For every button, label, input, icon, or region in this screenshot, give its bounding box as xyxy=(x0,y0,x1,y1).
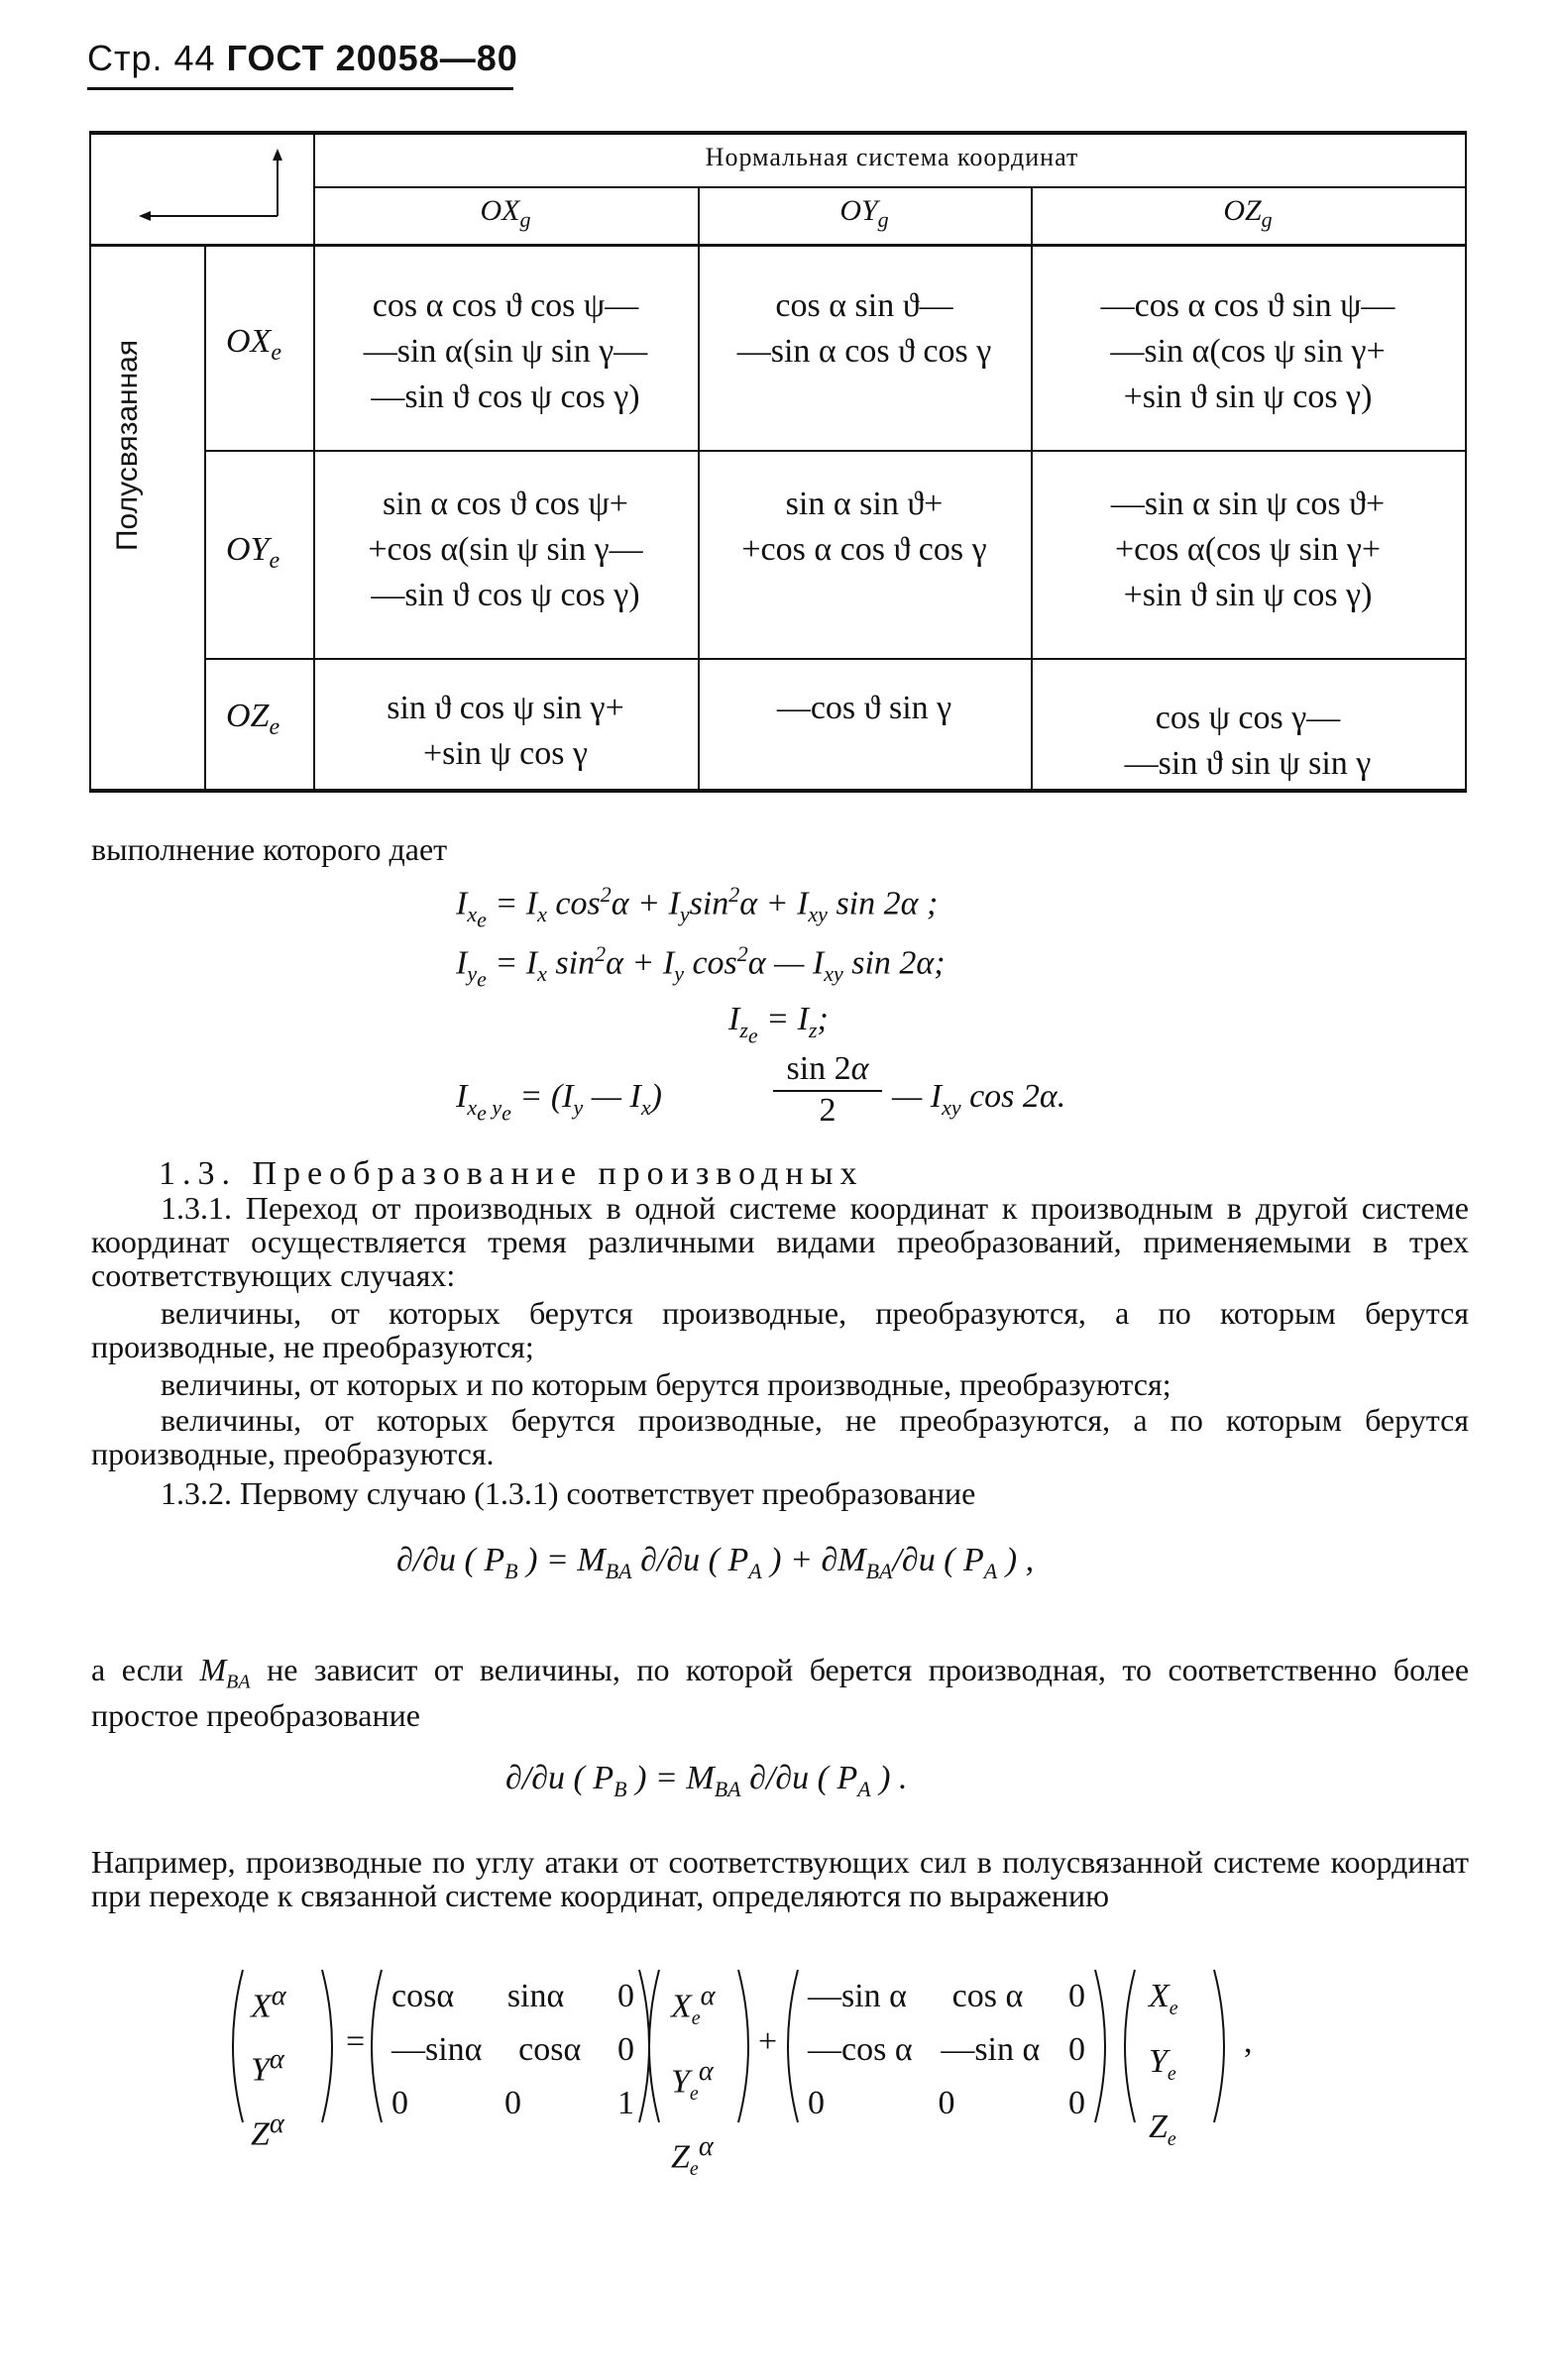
section-title: 1.3. Преобразование производных xyxy=(159,1155,864,1192)
equation-iye: $I_{y_e} = I_x$ $\sin^2\alpha + I_y$ $\cos^2\alpha$ — $I_{xy}$ sin 2α; xyxy=(456,941,946,992)
cell-ze-zg: cos ψ cos γ— —sin ϑ sin ψ sin γ xyxy=(1124,700,1372,782)
standard-title: ГОСТ 20058—80 xyxy=(226,38,518,78)
normal-system-header: Нормальная система координат xyxy=(705,143,1079,171)
cell-ze-yg: —cos ϑ sin γ xyxy=(776,690,952,726)
row-header-oze: $OZ_e$ xyxy=(226,698,280,740)
equation-ixeye: $I_{x_e y_e} = (I_y$ — $I_x$) xyxy=(456,1078,662,1126)
page-header xyxy=(87,38,518,79)
rotation-matrix: cosα sinα 0 —sinα cosα 0 0 0 1 xyxy=(391,1978,634,2121)
row-rule-1 xyxy=(204,450,1465,452)
semi-bound-system-label: Полусвязанная xyxy=(111,339,144,551)
header-rule-2 xyxy=(89,244,1467,247)
table-border-right xyxy=(1465,135,1467,789)
header-rule-1 xyxy=(313,186,1465,188)
fraction-sin2a-over-2: sin 2α 2 xyxy=(773,1050,882,1130)
cell-ye-yg: sin α sin ϑ+ +cos α cos ϑ cos γ xyxy=(741,486,987,568)
matrix-equation: $X^\alpha$ $Y^\alpha$ $Z^\alpha$ = cosα sinα 0 —sinα cosα 0 0 0 1 $X_e^\alpha$ $Y_e^\alpha$ $Z_e^\alpha$ + —sin α cos α 0 —cos α —sin α 0 0 0 0 $X_e$ $Y_e$ $Z_e$ , xyxy=(223,1962,1333,2139)
column-header-oyg: $OY_g$ xyxy=(839,194,889,232)
row-rule-2 xyxy=(204,658,1465,660)
column-header-ozg: $OZ_g$ xyxy=(1223,194,1273,232)
row-header-oxe: $OX_e$ xyxy=(226,323,281,366)
cell-xe-zg: —cos α cos ϑ sin ψ— —sin α(cos ψ sin γ+ +sin ϑ sin ψ cos γ) xyxy=(1100,287,1395,415)
case-1: величины, от которых берутся производные, преобразуются, а по которым берутся производные, не преобразуются; xyxy=(91,1295,1469,1364)
equation-ixe: $I_{x_e} = I_x$ $\cos^2\alpha + I_y\sin^2\alpha + I_{xy}$ sin 2α ; xyxy=(456,882,939,932)
rotation-derivative-matrix: —sin α cos α 0 —cos α —sin α 0 0 0 0 xyxy=(808,1978,1085,2121)
cell-xe-xg: cos α cos ϑ cos ψ— —sin α(sin ψ sin γ— —sin ϑ cos ψ cos γ) xyxy=(363,287,648,415)
case-3: величины, от которых берутся производные, не преобразуются, а по которым берутся производные, преобразуются. xyxy=(91,1402,1469,1471)
cell-xe-yg: cos α sin ϑ— —sin α cos ϑ cos γ xyxy=(736,287,992,370)
transformation-matrix-table xyxy=(89,131,1467,793)
page-number: Стр. 44 xyxy=(87,38,216,78)
equation-ixeye-tail: — $I_{xy}$ cos 2α. xyxy=(892,1078,1066,1120)
paragraph-1-3-2: 1.3.2. Первому случаю (1.3.1) соответствует преобразование xyxy=(161,1475,976,1511)
header-rule xyxy=(87,87,513,90)
intro-line: выполнение которого дает xyxy=(91,831,448,867)
case-2: величины, от которых и по которым берутся производные, преобразуются; xyxy=(161,1366,1171,1402)
column-header-oxg: $OX_g$ xyxy=(480,194,531,232)
side-divider xyxy=(204,244,206,789)
axes-arrow-icon xyxy=(129,147,297,236)
paragraph-1-3-1: 1.3.1. Переход от производных в одной системе координат к производным в другой системе координат осуществляется тремя различными видами преобразований, применяемыми в трех соответствующих случаях: xyxy=(91,1190,1469,1293)
row-header-oye: $OY_e$ xyxy=(226,531,280,574)
derivative-transform-general: ∂/∂u ( $P_B$ ) = $M_{BA}$ ∂/∂u ( $P_A$ ) + $\partial M_{BA}/\partial u$ ( $P_A$ ) , xyxy=(396,1542,1035,1583)
cell-ye-xg: sin α cos ϑ cos ψ+ +cos α(sin ψ sin γ— —sin ϑ cos ψ cos γ) xyxy=(368,486,643,613)
cell-ze-xg: sin ϑ cos ψ sin γ+ +sin ψ cos γ xyxy=(387,690,624,772)
cell-ye-zg: —sin α sin ψ cos ϑ+ +cos α(cos ψ sin γ+ +sin ϑ sin ψ cos γ) xyxy=(1110,486,1386,613)
equation-ize: $I_{z_e} = I_z$; xyxy=(728,1001,829,1048)
paragraph-if: а если $M_{BA}$ не зависит от величины, по которой берется производная, то соответственно более простое преобразование xyxy=(91,1652,1470,1734)
paragraph-example: Например, производные по углу атаки от соответствующих сил в полусвязанной системе координат при переходе к связанной системе координат, определяются по выражению xyxy=(91,1844,1469,1913)
derivative-transform-simple: ∂/∂u ( $P_B$ ) = $M_{BA}$ ∂/∂u ( $P_A$ ) . xyxy=(505,1760,908,1801)
table-border-left xyxy=(89,135,91,789)
